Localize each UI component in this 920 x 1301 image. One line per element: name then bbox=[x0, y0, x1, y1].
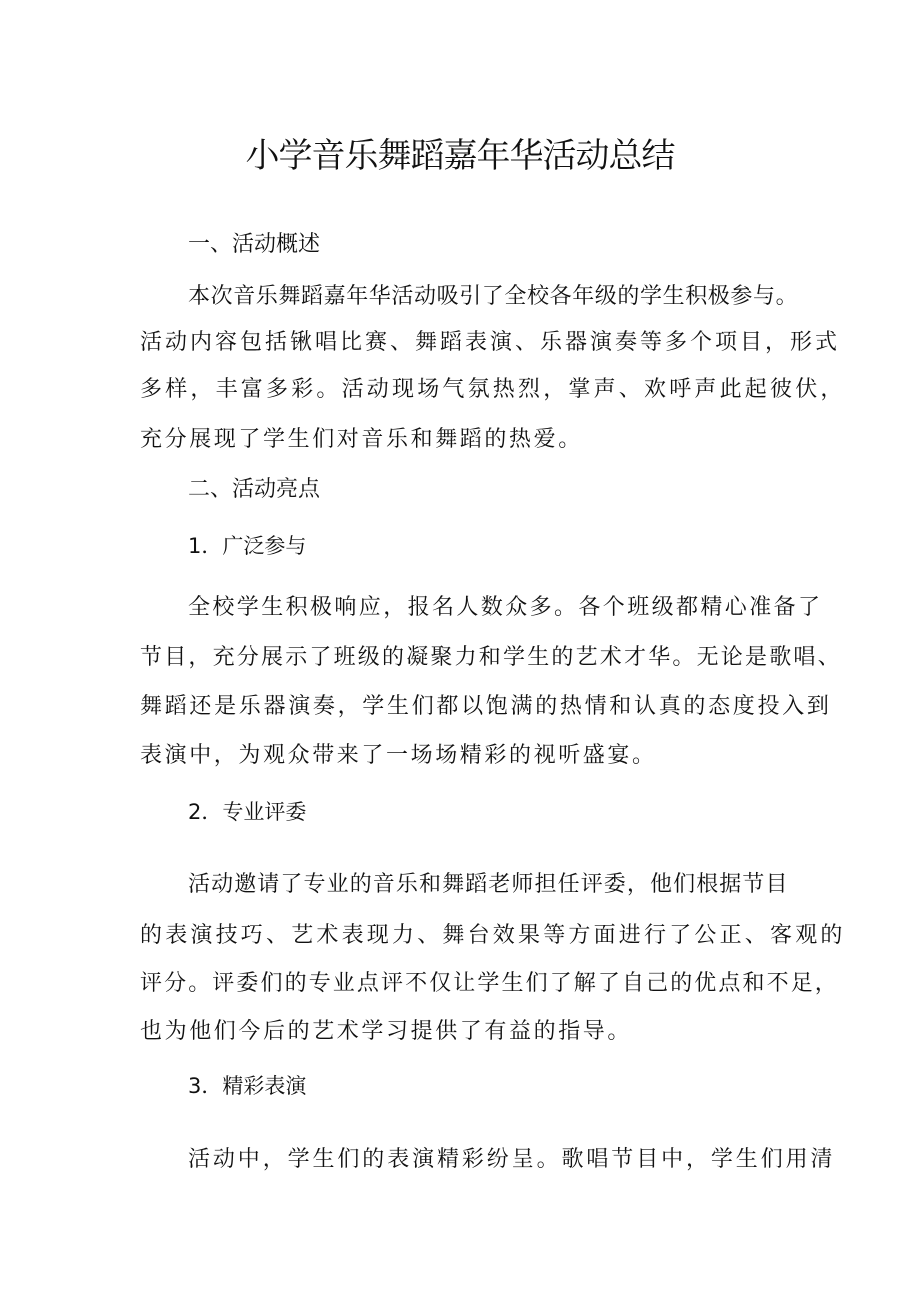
subheading-judges: 2．专业评委 bbox=[188, 800, 307, 824]
paragraph-line: 充分展现了学生们对音乐和舞蹈的热爱。 bbox=[140, 427, 583, 452]
paragraph-line: 活动中，学生们的表演精彩纷呈。歌唱节目中，学生们用清 bbox=[188, 1147, 836, 1172]
paragraph-line: 表演中，为观众带来了一场场精彩的视听盛宴。 bbox=[140, 743, 657, 768]
paragraph-line: 评分。评委们的专业点评不仅让学生们了解了自己的优点和不足， bbox=[140, 971, 839, 996]
document-title: 小学音乐舞蹈嘉年华活动总结 bbox=[245, 136, 675, 176]
paragraph-line: 全校学生积极响应，报名人数众多。各个班级都精心准备了 bbox=[188, 595, 823, 620]
subheading-participation: 1．广泛参与 bbox=[188, 534, 307, 558]
paragraph-line: 也为他们今后的艺术学习提供了有益的指导。 bbox=[140, 1019, 633, 1044]
paragraph-line: 的表演技巧、艺术表现力、舞台效果等方面进行了公正、客观的 bbox=[140, 923, 846, 948]
subheading-performances: 3．精彩表演 bbox=[188, 1074, 307, 1098]
paragraph-line: 多样，丰富多彩。活动现场气氛热烈，掌声、欢呼声此起彼伏， bbox=[140, 377, 846, 402]
paragraph-line: 本次音乐舞蹈嘉年华活动吸引了全校各年级的学生积极参与。 bbox=[188, 284, 799, 309]
paragraph-line: 节目，充分展示了班级的凝聚力和学生的艺术才华。无论是歌唱、 bbox=[140, 645, 842, 670]
paragraph-line: 舞蹈还是乐器演奏，学生们都以饱满的热情和认真的态度投入到 bbox=[140, 694, 832, 719]
paragraph-line: 活动邀请了专业的音乐和舞蹈老师担任评委，他们根据节目 bbox=[188, 872, 789, 897]
section-heading-overview: 一、活动概述 bbox=[188, 232, 321, 257]
section-heading-highlights: 二、活动亮点 bbox=[188, 477, 321, 502]
paragraph-line: 活动内容包括锹唱比赛、舞蹈表演、乐器演奏等多个项目，形式 bbox=[140, 330, 841, 355]
